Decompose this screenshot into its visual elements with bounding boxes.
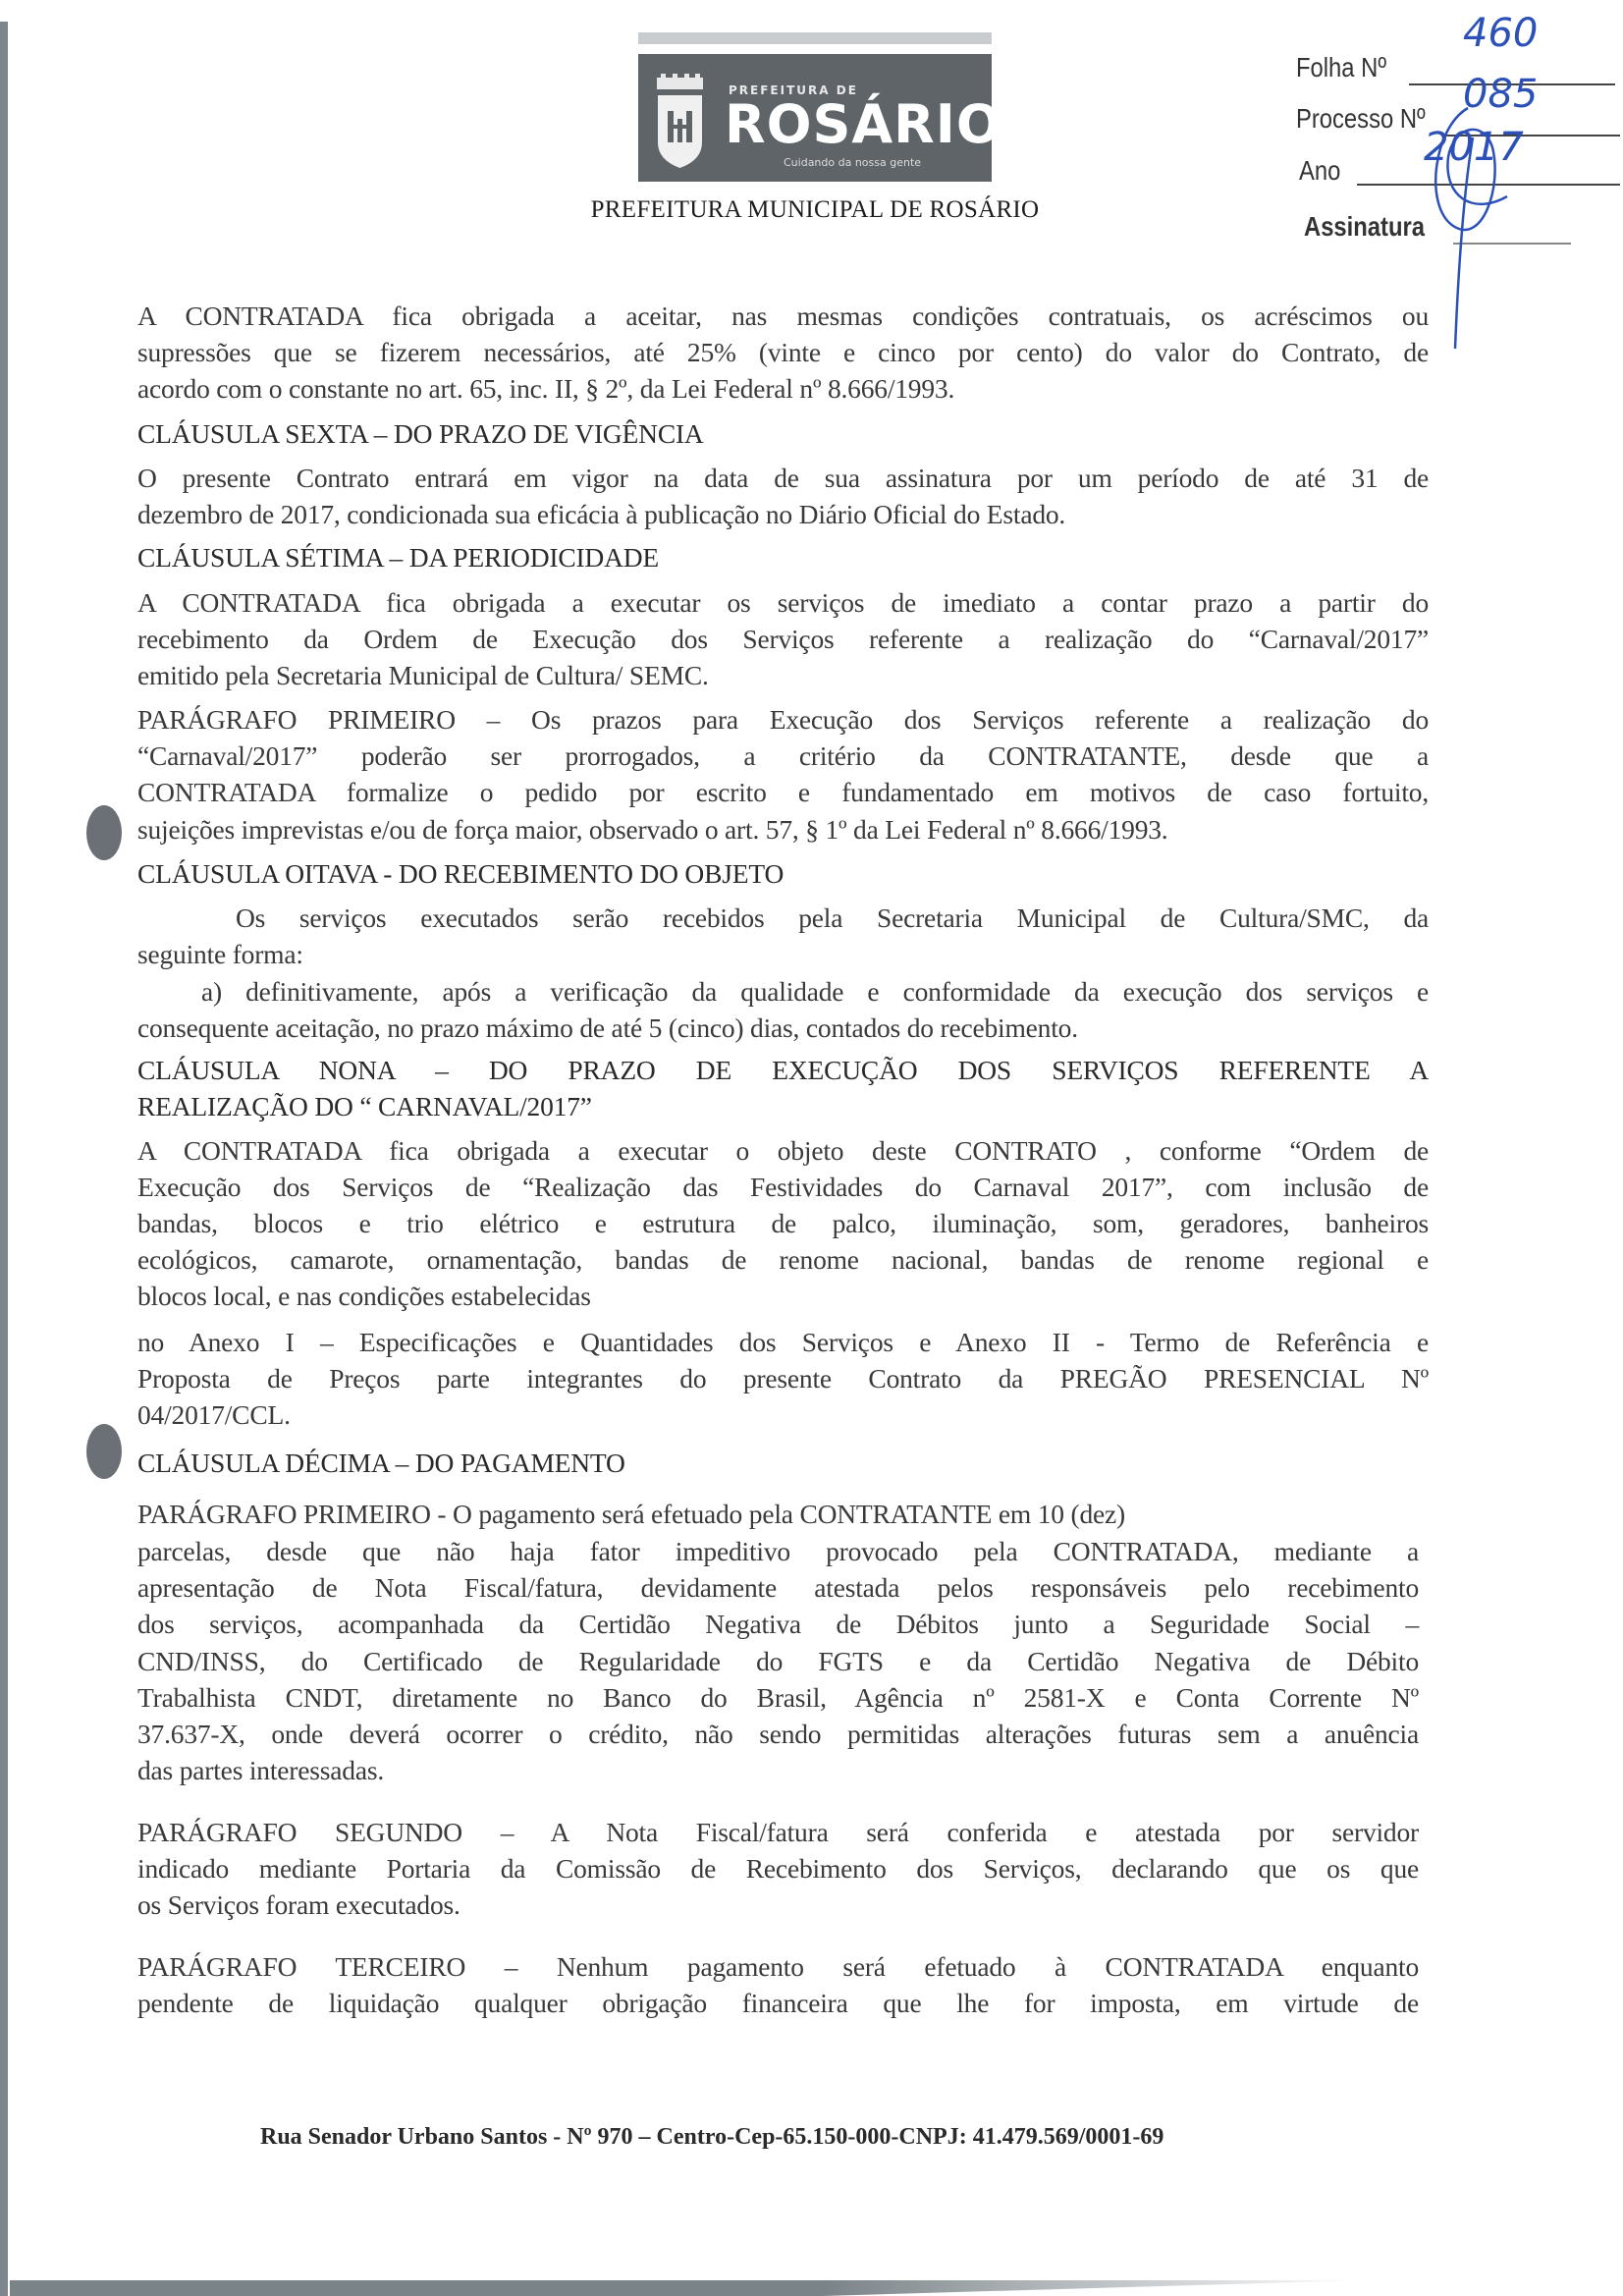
body-line: 37.637-X, onde deverá ocorrer o crédito, não sendo permitidas alterações futuras sem a anuência: [137, 1719, 1419, 1749]
body-line: a) definitivamente, após a verificação da qualidade e conformidade da execução dos serviços e: [201, 976, 1429, 1007]
body-line: parcelas, desde que não haja fator impeditivo provocado pela CONTRATADA, mediante a: [137, 1536, 1419, 1566]
clause-heading: CLÁUSULA SÉTIMA – DA PERIODICIDADE: [137, 542, 659, 573]
body-line: indicado mediante Portaria da Comissão de Recebimento dos Serviços, declarando que os que: [137, 1853, 1419, 1884]
body-line: Os serviços executados serão recebidos pela Secretaria Municipal de Cultura/SMC, da: [236, 902, 1429, 933]
body-line: blocos local, e nas condições estabelecidas: [137, 1281, 591, 1311]
body-line: bandas, blocos e trio elétrico e estrutura de palco, iluminação, som, geradores, banheiros: [137, 1208, 1429, 1238]
folha-value: 460: [1463, 11, 1539, 56]
page-title: PREFEITURA MUNICIPAL DE ROSÁRIO: [590, 196, 1040, 223]
body-line: A CONTRATADA fica obrigada a executar os serviços de imediato a contar prazo a partir do: [137, 587, 1429, 618]
body-line: acordo com o constante no art. 65, inc. II, § 2º, da Lei Federal nº 8.666/1993.: [137, 373, 955, 404]
body-line: ecológicos, camarote, ornamentação, bandas de renome nacional, bandas de renome regional e: [137, 1244, 1429, 1275]
paragraph-heading-line: PARÁGRAFO PRIMEIRO - O pagamento será efetuado pela CONTRATANTE em 10 (dez): [137, 1499, 1125, 1529]
logo-prefix: PREFEITURA DE: [729, 83, 858, 97]
handwritten-signature-icon: [1414, 98, 1532, 354]
body-line: supressões que se fizerem necessários, até 25% (vinte e cinco por cento) do valor do Contrato, de: [137, 337, 1429, 367]
body-line: CONTRATADA formalize o pedido por escrito e fundamentado em motivos de caso fortuito,: [137, 777, 1429, 807]
binder-hole-punch: [86, 805, 122, 860]
clause-heading: CLÁUSULA SEXTA – DO PRAZO DE VIGÊNCIA: [137, 418, 704, 449]
body-line: Execução dos Serviços de “Realização das Festividades do Carnaval 2017”, com inclusão de: [137, 1172, 1429, 1202]
body-line: “Carnaval/2017” poderão ser prorrogados, a critério da CONTRATANTE, desde que a: [137, 740, 1429, 771]
binder-hole-punch: [86, 1424, 122, 1479]
body-line: dos serviços, acompanhada da Certidão Negativa de Débitos junto a Seguridade Social –: [137, 1609, 1419, 1639]
processo-value: 085: [1463, 72, 1539, 117]
folha-label: Folha Nº: [1296, 52, 1387, 82]
clause-heading: REALIZAÇÃO DO “ CARNAVAL/2017”: [137, 1091, 592, 1121]
body-line: CND/INSS, do Certificado de Regularidade do FGTS e da Certidão Negativa de Débito: [137, 1646, 1419, 1676]
ano-label: Ano: [1299, 155, 1341, 186]
scan-left-edge-shadow: [0, 22, 8, 2296]
processo-label: Processo Nº: [1296, 103, 1426, 134]
clause-heading: CLÁUSULA OITAVA - DO RECEBIMENTO DO OBJETO: [137, 858, 784, 889]
paragraph-heading-line: PARÁGRAFO SEGUNDO – A Nota Fiscal/fatura será conferida e atestada por servidor: [137, 1817, 1419, 1847]
ano-value: 2017: [1424, 125, 1524, 170]
body-line: emitido pela Secretaria Municipal de Cultura/ SEMC.: [137, 660, 709, 690]
logo-name: ROSÁRIO: [725, 93, 1002, 155]
clause-heading: CLÁUSULA DÉCIMA – DO PAGAMENTO: [137, 1448, 625, 1478]
logo-top-strip: [638, 32, 992, 44]
body-line: A CONTRATADA fica obrigada a aceitar, nas mesmas condições contratuais, os acréscimos ou: [137, 301, 1429, 331]
assinatura-label: Assinatura: [1304, 211, 1426, 242]
body-line: pendente de liquidação qualquer obrigação financeira que lhe for imposta, em virtude de: [137, 1988, 1419, 2018]
city-shield-crest-icon: [653, 74, 707, 170]
paragraph-heading-line: PARÁGRAFO PRIMEIRO – Os prazos para Execução dos Serviços referente a realização do: [137, 704, 1429, 735]
body-line: sujeições imprevistas e/ou de força maior, observado o art. 57, § 1º da Lei Federal nº 8.666/1993.: [137, 814, 1168, 845]
body-line: recebimento da Ordem de Execução dos Serviços referente a realização do “Carnaval/2017”: [137, 624, 1429, 654]
municipality-logo: [638, 54, 1002, 182]
body-line: consequente aceitação, no prazo máximo de até 5 (cinco) dias, contados do recebimento.: [137, 1012, 1078, 1043]
bank-details-line: Trabalhista CNDT, diretamente no Banco do Brasil, Agência nº 2581-X e Conta Corrente Nº: [137, 1682, 1419, 1713]
footer-address: Rua Senador Urbano Santos - Nº 970 – Centro-Cep-65.150-000-CNPJ: 41.479.569/0001-69: [260, 2124, 1164, 2150]
body-line: seguinte forma:: [137, 939, 303, 969]
paragraph-heading-line: PARÁGRAFO TERCEIRO – Nenhum pagamento será efetuado à CONTRATADA enquanto: [137, 1951, 1419, 1982]
body-line: dezembro de 2017, condicionada sua eficácia à publicação no Diário Oficial do Estado.: [137, 499, 1066, 529]
scan-bottom-edge-shadow: [10, 2280, 1365, 2296]
body-line: os Serviços foram executados.: [137, 1889, 460, 1920]
body-line: 04/2017/CCL.: [137, 1399, 291, 1430]
body-line: O presente Contrato entrará em vigor na data de sua assinatura por um período de até 31 de: [137, 463, 1429, 493]
body-line: no Anexo I – Especificações e Quantidades dos Serviços e Anexo II - Termo de Referência e: [137, 1327, 1429, 1357]
logo-tagline: Cuidando da nossa gente: [784, 156, 922, 169]
body-line: das partes interessadas.: [137, 1755, 385, 1785]
clause-heading: CLÁUSULA NONA – DO PRAZO DE EXECUÇÃO DOS SERVIÇOS REFERENTE A: [137, 1055, 1429, 1085]
body-line: apresentação de Nota Fiscal/fatura, devidamente atestada pelos responsáveis pelo recebimento: [137, 1572, 1419, 1603]
body-line: Proposta de Preços parte integrantes do presente Contrato da PREGÃO PRESENCIAL Nº: [137, 1363, 1429, 1394]
body-line: A CONTRATADA fica obrigada a executar o objeto deste CONTRATO , conforme “Ordem de: [137, 1135, 1429, 1166]
